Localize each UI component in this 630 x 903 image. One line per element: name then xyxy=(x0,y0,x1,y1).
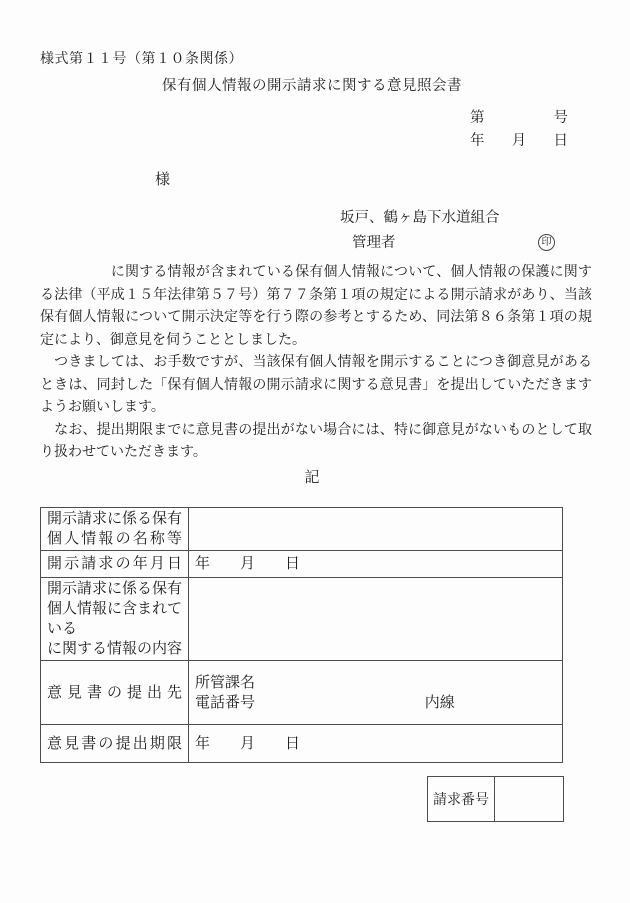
row-value-submission-destination xyxy=(189,661,563,725)
date-year-label: 年 xyxy=(470,133,485,149)
recipient-honorific: 様 xyxy=(155,172,171,188)
body-text xyxy=(40,262,592,465)
table-row-information-name xyxy=(41,508,563,551)
sender-block xyxy=(340,206,568,256)
document-number-line xyxy=(470,106,568,127)
row-label-request-date: 開示請求の年月日 xyxy=(41,551,189,578)
row-label-submission-destination: 意見書の提出先 xyxy=(41,661,189,725)
extension-label: 内線 xyxy=(424,694,455,711)
row-label-information-content: 開示請求に係る保有 個人情報に含まれて いる に関する情報の内容 xyxy=(41,578,189,661)
form-number: 様式第１１号（第１０条関係） xyxy=(40,52,243,67)
table-row-information-content xyxy=(41,578,563,661)
row-label-submission-deadline: 意見書の提出期限 xyxy=(41,725,189,763)
doc-number-suffix: 号 xyxy=(553,110,568,126)
doc-number-prefix: 第 xyxy=(470,110,485,126)
phone-number-label: 電話番号 xyxy=(195,694,256,711)
request-number-label: 請求番号 xyxy=(428,777,495,822)
table-row-submission-destination xyxy=(41,661,563,725)
row-value-request-date: 年 月 日 xyxy=(189,551,563,578)
row-value-submission-deadline: 年 月 日 xyxy=(189,725,563,763)
sender-title: 管理者 xyxy=(352,235,396,251)
body-paragraph-1: に関する情報が含まれている保有個人情報について、個人情報の保護に関する法律（平成１５年法律第５７号）第７７条第１項の規定による開示請求があり、当該保有個人情報について開示決定等を行う際の参考とするため、同法第８６条第１項の規定により、御意見を伺うこととしました。 xyxy=(40,265,592,348)
body-paragraph-3: なお、提出期限までに意見書の提出がない場合には、特に御意見がないものとして取り扱わせていただきます。 xyxy=(40,422,592,460)
table-row-request-date xyxy=(41,551,563,578)
date-day-label: 日 xyxy=(553,133,568,149)
seal-mark: 印 xyxy=(538,234,555,251)
date-month-label: 月 xyxy=(511,133,527,149)
record-marker: 記 xyxy=(304,470,320,486)
row-value-information-name xyxy=(189,508,563,551)
details-table xyxy=(40,507,563,763)
row-value-information-content xyxy=(189,578,563,661)
issue-date-line xyxy=(470,129,568,150)
request-number-box xyxy=(427,776,564,822)
document-title: 保有個人情報の開示請求に関する意見照会書 xyxy=(162,78,462,94)
table-row-submission-deadline xyxy=(41,725,563,763)
row-label-information-name: 開示請求に係る保有 個人情報の名称等 xyxy=(41,508,189,551)
sender-organization: 坂戸、鶴ヶ島下水道組合 xyxy=(340,210,500,226)
request-number-value xyxy=(495,777,564,822)
office-name-label: 所管課名 xyxy=(195,674,256,691)
body-paragraph-2: つきましては、お手数ですが、当該保有個人情報を開示することにつき御意見があるときは、同封した「保有個人情報の開示請求に関する意見書」を提出していただきますようお願いします。 xyxy=(40,355,592,415)
